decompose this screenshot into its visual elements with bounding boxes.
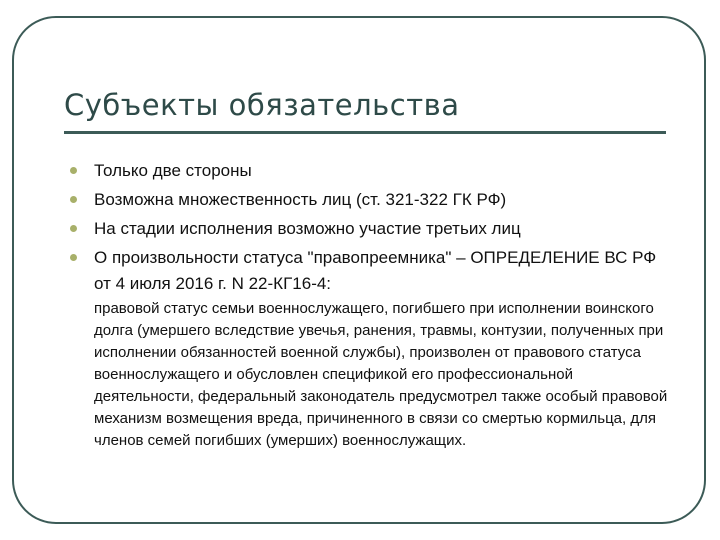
bullet-list xyxy=(68,158,668,455)
bullet-dot-icon xyxy=(70,196,77,203)
list-item xyxy=(68,245,668,452)
bullet-text: О произвольности статуса "правопреемника" – ОПРЕДЕЛЕНИЕ ВС РФ от 4 июля 2016 г. N 22-КГ16-4: xyxy=(94,248,657,293)
bullet-dot-icon xyxy=(70,167,77,174)
title-divider xyxy=(64,131,666,134)
list-item xyxy=(68,187,668,213)
bullet-dot-icon xyxy=(70,254,77,261)
list-item xyxy=(68,216,668,242)
bullet-text: Возможна множественность лиц (ст. 321-322 ГК РФ) xyxy=(94,190,507,209)
bullet-dot-icon xyxy=(70,225,77,232)
bullet-text: Только две стороны xyxy=(94,161,252,180)
slide-title: Субъекты обязательства xyxy=(64,88,460,122)
list-item xyxy=(68,158,668,184)
bullet-text: На стадии исполнения возможно участие третьих лиц xyxy=(94,219,521,238)
ruling-excerpt: правовой статус семьи военнослужащего, погибшего при исполнении воинского долга (умершего вследствие увечья, ранения, травмы, контузии, полученных при исполнении обязанностей военной службы), произволен от правового статуса военнослужащего и обусловлен спецификой его профессиональной деятельности, федеральный законодатель предусмотрел также особый правовой механизм возмещения вреда, причиненного в связи со смертью кормильца, для членов семей погибших (умерших) военнослужащих. xyxy=(94,300,668,449)
